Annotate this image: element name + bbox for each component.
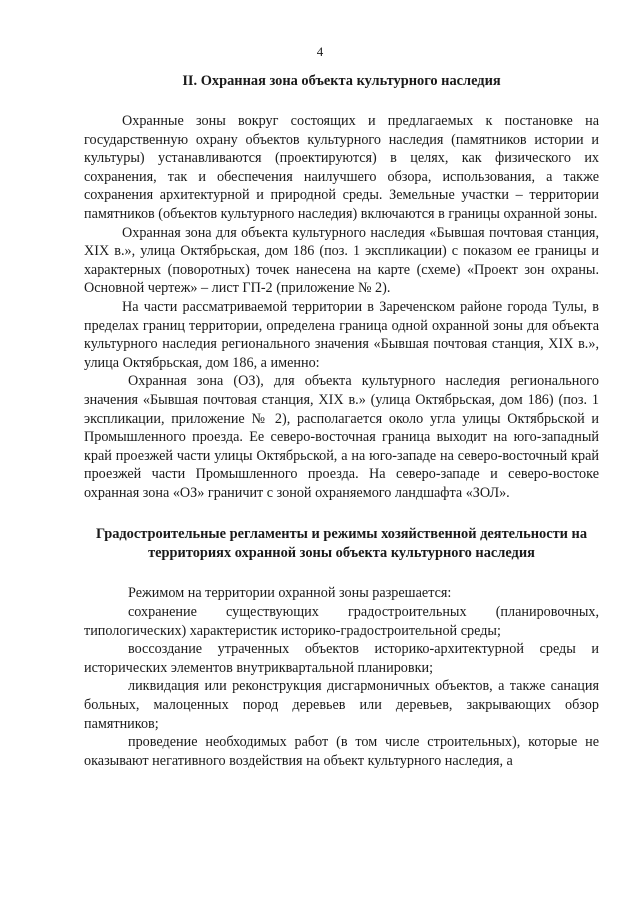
section-title: II. Охранная зона объекта культурного наследия: [182, 73, 501, 89]
list-item-preservation: сохранение существующих градостроительных (планировочных, типологических) характеристик историко-градостроительной среды;: [84, 604, 599, 639]
paragraph-protection-zones-purpose: Охранные зоны вокруг состоящих и предлагаемых к постановке на государственную охрану объектов культурного наследия (памятников истории и культуры) устанавливаются (проектируются) в целях, как физического их сохранения, так и обеспечения наилучшего обзора, использования, а также сохранения архитектурной и природной среды. Земельные участки – территории памятников (объектов культурного наследия) включаются в границы охранной зоны.: [84, 113, 599, 222]
paragraph-zone-map-reference: Охранная зона для объекта культурного наследия «Бывшая почтовая станция, XIX в.», улица Октябрьская, дом 186 (поз. 1 экспликации) с показом ее границы и характерных (поворотных) точек нанесена на карте (схеме) «Проект зон охраны. Основной чертеж» – лист ГП-2 (приложение № 2).: [84, 224, 599, 297]
list-item-necessary-works: проведение необходимых работ (в том числе строительных), которые не оказывают негативного воздействия на объект культурного наследия, а: [84, 734, 599, 769]
paragraph-regime-intro: Режимом на территории охранной зоны разрешается:: [128, 585, 452, 602]
paragraph-zone-boundary-definition: На части рассматриваемой территории в Зареченском районе города Тулы, в пределах границ территории, определена граница одной охранной зоны для объекта культурного наследия регионального значения «Бывшая почтовая станция, XIX в.», улица Октябрьская, дом 186, а именно:: [84, 298, 599, 371]
list-item-liquidation: ликвидация или реконструкция дисгармоничных объектов, а также санация больных, малоценных пород деревьев или деревьев, закрывающих обзор памятников;: [84, 678, 599, 732]
subsection-title: Градостроительные регламенты и режимы хозяйственной деятельности на территориях охранной зоны объекта культурного наследия: [95, 526, 588, 562]
paragraph-zone-location: Охранная зона (ОЗ), для объекта культурного наследия регионального значения «Бывшая почтовая станция, XIX в.» (улица Октябрьская, дом 186) (поз. 1 экспликации, приложение № 2), располагается около угла улицы Октябрьской и Промышленного проезда. Ее северо-восточная граница выходит на юго-западный край проезжей части улицы Октябрьской, а на юго-западе на северо-восточный край проезжей части Промышленного проезда. На северо-западе и северо-востоке охранная зона «ОЗ» граничит с зоной охраняемого ландшафта «ЗОЛ».: [84, 373, 599, 501]
page-number: 4: [316, 44, 324, 59]
page-content: [84, 72, 599, 770]
list-item-reconstruction: воссоздание утраченных объектов историко-архитектурной среды и исторических элементов внутриквартальной планировки;: [84, 641, 599, 676]
